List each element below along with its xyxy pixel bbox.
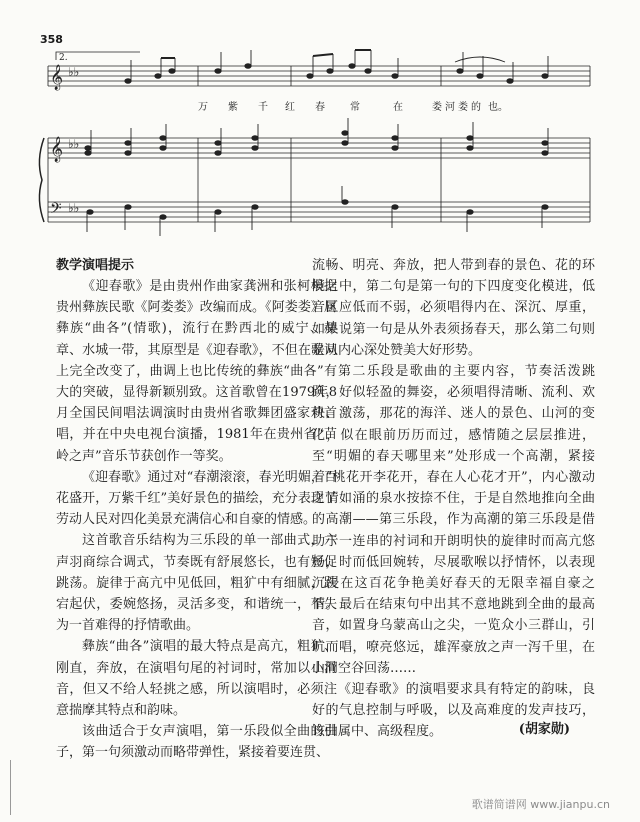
music-score bbox=[0, 0, 640, 250]
lyric-char: 红 bbox=[285, 102, 295, 113]
page-number: 358 bbox=[40, 33, 63, 46]
svg-text:𝄞: 𝄞 bbox=[50, 65, 64, 90]
svg-text:♭♭: ♭♭ bbox=[68, 137, 80, 151]
article-right-column bbox=[312, 255, 595, 743]
svg-text:♭♭: ♭♭ bbox=[68, 201, 80, 215]
lyric-char: 在 bbox=[393, 102, 403, 113]
watermark: 歌谱简谱网 www.jianpu.cn bbox=[471, 798, 610, 811]
lyric-char: 紫 bbox=[228, 102, 238, 113]
author-credit: (胡家勋) bbox=[518, 722, 570, 737]
lyric-char: 也。 bbox=[488, 102, 508, 113]
lyric-char: 万 bbox=[198, 102, 208, 113]
paragraph: 彝族“曲各”演唱的最大特点是高亢，粗犷、刚直，奔放，在演唱句尾的衬词时，常加以小滑音，但又不给人轻挑之感，所以演唱时，必须注意揣摩其特点和韵味。 bbox=[56, 639, 337, 719]
lyric-char: 常 bbox=[350, 102, 360, 113]
lyric-char: 千 bbox=[258, 102, 268, 113]
article-left-column bbox=[56, 255, 337, 764]
svg-text:𝄢: 𝄢 bbox=[50, 200, 62, 221]
lyric-char: 娄河娄的 bbox=[432, 102, 484, 113]
paragraph: 第二乐段是歌曲的主要内容，节奏活泼跳跃，好似轻盈的舞姿，必须唱得清晰、流利、欢快、激荡，那花的海洋、迷人的景色、山河的变化，似在眼前历历而过，感情随之层层推进，至“明媚的春天哪里来”处形成一个高潮，紧接着“桃花开李花开，春在人心花才开”，内心激动之情如涌的泉水按捺不住，于是自然地推向全曲的高潮——第三乐段，作为高潮的第三乐段是借助于一连串的衬词和开朗明快的旋律时而高亢悠扬，时而低回婉转，尽展歌喉以抒情怀，以表现沉浸在这百花争艳美好春天的无限幸福自豪之情。最后在结束句中出其不意地跳到全曲的最高音，如置身乌蒙高山之尖，一览众小三群山，引吭而唱，嘹亮悠远，雄浑豪放之声一泻千里，在山间空谷回荡…… bbox=[312, 364, 595, 676]
paragraph: 《迎春歌》是由贵州作曲家龚洲和张柯根据贵州彝族民歌《阿娄娄》改编而成。《阿娄娄》属彝族“曲各”(情歌)，流行在黔西北的威宁、赫章、水城一带，其原型是《迎春歌》，不但在歌词上完全改变了，曲调上也比传统的彝族“曲各”有大的突破，显得新颖别致。这首歌曾在1979年8月全国民间唱法调演时由贵州省歌舞团盛家莉首唱，并在中央电视台演播，1981年在贵州省“苗岭之声”音乐节获创作一等奖。 bbox=[56, 279, 337, 464]
paragraph: 《迎春歌》通过对“春潮滚滚，春光明媚，百花盛开，万紫千红”美好景色的描绘，充分表现了劳动人民对四化美景充满信心和自豪的情感。 bbox=[56, 469, 337, 528]
article-heading: 教学演唱提示 bbox=[56, 258, 135, 273]
paragraph: 这首歌音乐结构为三乐段的单一部曲式，六声羽商综合调式，节奏既有舒展悠长，也有短促跳荡。旋律于高亢中见低回，粗犷中有细腻，跌宕起伏，委婉悠扬，灵活多变，和谐统一，不失为一首难得的抒情歌曲。 bbox=[56, 533, 337, 634]
paragraph: 该曲适合于女声演唱，第一乐段似全曲的引子，第一句须激动而略带弹性，紧接着要连贯、 bbox=[56, 724, 337, 761]
paragraph: 流畅、明亮、奔放，把人带到春的景色、花的环境之中，第二句是第一句的下四度变化模进，低音区应低而不弱，必须唱得内在、深沉、厚重，如果说第一句是从外表须扬春天，那么第二句则是从内心深处赞美大好形势。 bbox=[312, 258, 595, 358]
paragraph: 《迎春歌》的演唱要求具有特定的韵味，良好的气息控制与呼吸，以及高难度的发声技巧，该曲属中、高级程度。 bbox=[312, 682, 595, 740]
svg-text:♭♭: ♭♭ bbox=[68, 65, 80, 79]
measure-marker: 2. bbox=[59, 53, 68, 63]
lyric-char: 春 bbox=[315, 102, 325, 113]
page-edge-line bbox=[10, 760, 11, 815]
svg-text:𝄞: 𝄞 bbox=[50, 137, 64, 162]
